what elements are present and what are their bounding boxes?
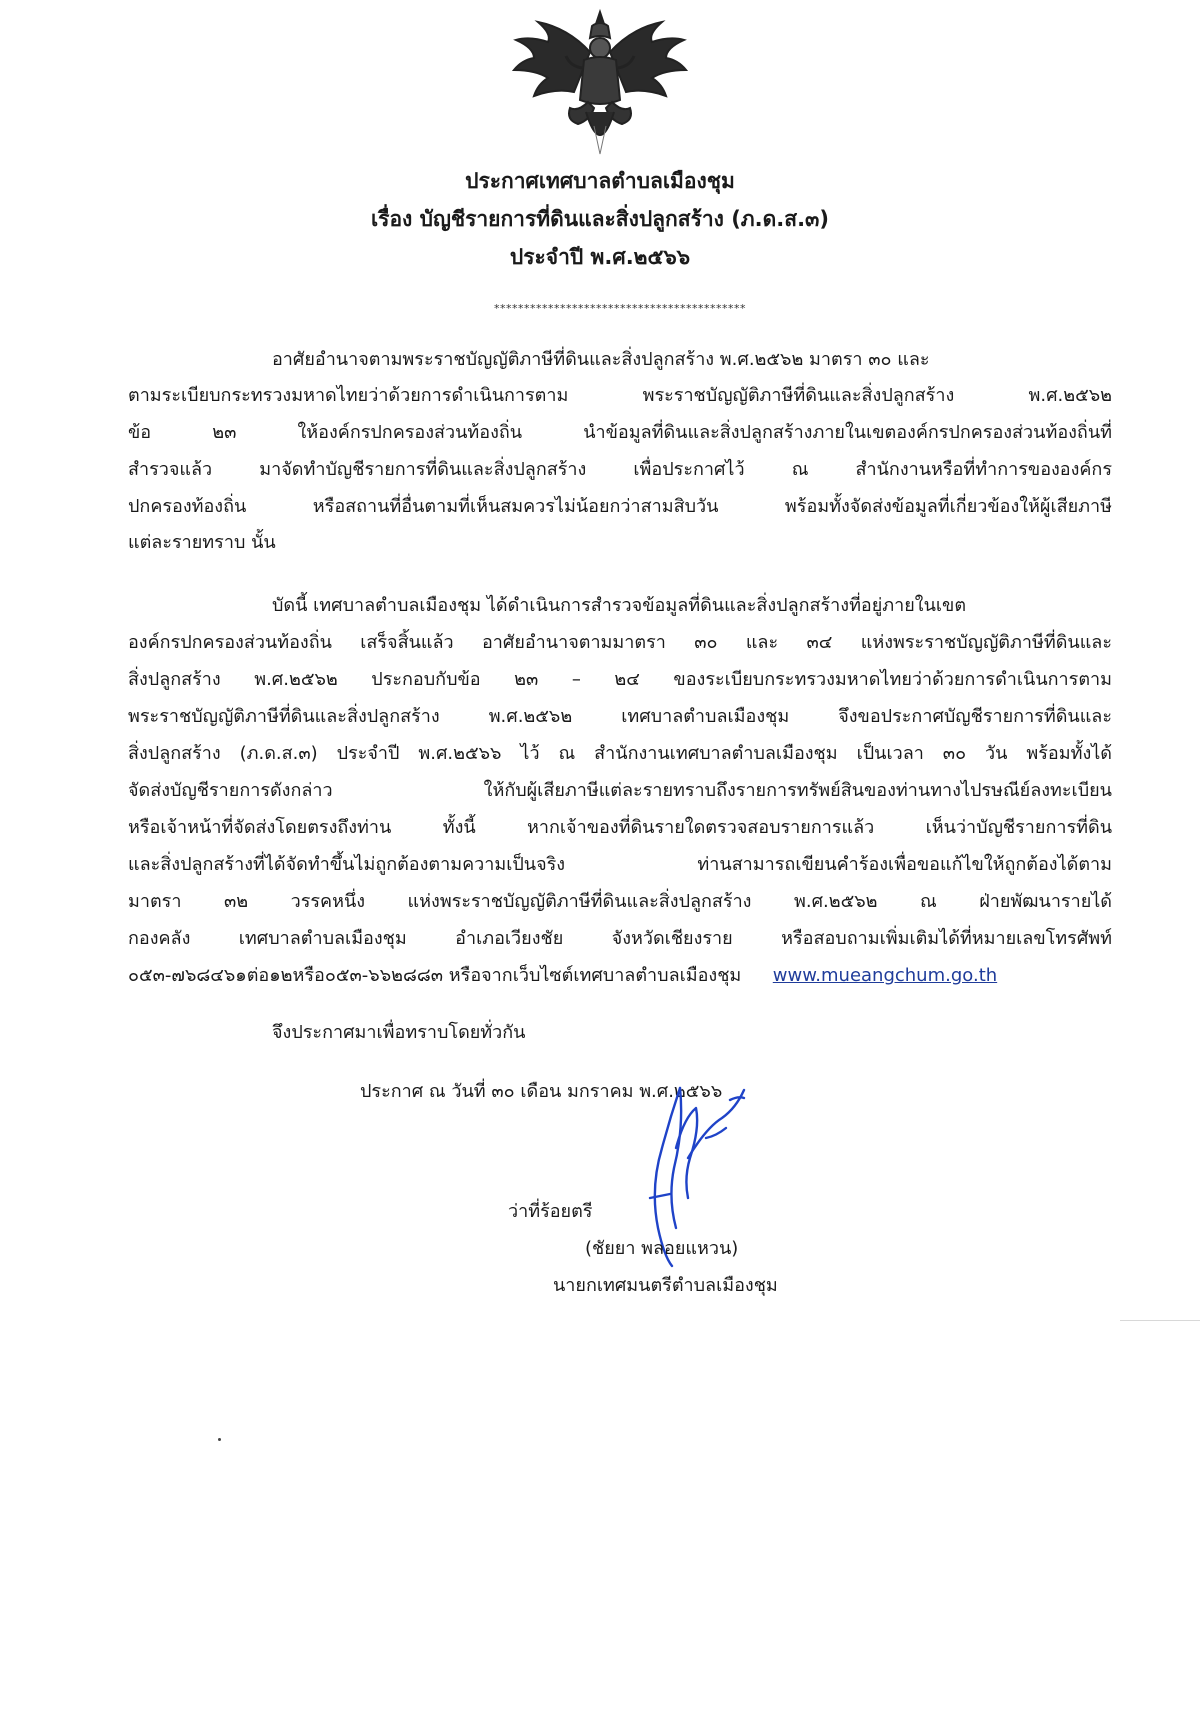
paragraph2-line4: พระราชบัญญัติภาษีที่ดินและสิ่งปลูกสร้าง พ.ศ.๒๕๖๒ เทศบาลตำบลเมืองชุม จึงขอประกาศบัญชีรายการที่ดินและ [128,706,1112,727]
scan-speck [218,1438,221,1441]
paragraph2-line11 [128,964,997,988]
paragraph1-line2: ตามระเบียบกระทรวงมหาดไทยว่าด้วยการดำเนินการตาม พระราชบัญญัติภาษีที่ดินและสิ่งปลูกสร้าง พ.ศ.๒๕๖๒ [128,385,1112,406]
paragraph2-line8: และสิ่งปลูกสร้างที่ได้จัดทำขึ้นไม่ถูกต้องตามความเป็นจริง ท่านสามารถเขียนคำร้องเพื่อขอแก้ไขให้ถูกต้องได้ตาม [128,854,1112,875]
closing-text: จึงประกาศมาเพื่อทราบโดยทั่วกัน [272,1022,526,1043]
paragraph2-line10: กองคลัง เทศบาลตำบลเมืองชุม อำเภอเวียงชัย จังหวัดเชียงราย หรือสอบถามเพิ่มเติมได้ที่หมายเลขโทรศัพท์ [128,928,1112,949]
paragraph2-line3: สิ่งปลูกสร้าง พ.ศ.๒๕๖๒ ประกอบกับข้อ ๒๓ – ๒๔ ของระเบียบกระทรวงมหาดไทยว่าด้วยการดำเนินการตาม [128,669,1112,690]
signer-position: นายกเทศมนตรีตำบลเมืองชุม [553,1275,778,1296]
announcement-year: ประจำปี พ.ศ.๒๕๖๖ [509,245,691,269]
header-separator: ****************************************** [494,302,746,315]
scan-artifact-line [1120,1320,1200,1321]
paragraph1-line1: อาศัยอำนาจตามพระราชบัญญัติภาษีที่ดินและสิ่งปลูกสร้าง พ.ศ.๒๕๖๒ มาตรา ๓๐ และ [272,349,930,370]
garuda-emblem-icon [508,8,692,158]
paragraph2-line6: จัดส่งบัญชีรายการดังกล่าว ให้กับผู้เสียภาษีแต่ละรายทราบถึงรายการทรัพย์สินของท่านทางไปรษณีย์ลงทะเบียน [128,780,1112,801]
announcement-subject: เรื่อง บัญชีรายการที่ดินและสิ่งปลูกสร้าง (ภ.ด.ส.๓) [370,207,829,231]
paragraph1-line6: แต่ละรายทราบ นั้น [128,532,276,553]
announcement-title: ประกาศเทศบาลตำบลเมืองชุม [465,169,735,193]
paragraph2-line1: บัดนี้ เทศบาลตำบลเมืองชุม ได้ดำเนินการสำรวจข้อมูลที่ดินและสิ่งปลูกสร้างที่อยู่ภายในเขต [272,595,967,616]
paragraph2-line5: สิ่งปลูกสร้าง (ภ.ด.ส.๓) ประจำปี พ.ศ.๒๕๖๖ ไว้ ณ สำนักงานเทศบาลตำบลเมืองชุม เป็นเวลา ๓๐ วัน พร้อมทั้งได้ [128,743,1112,764]
paragraph2-line7: หรือเจ้าหน้าที่จัดส่งโดยตรงถึงท่าน ทั้งนี้ หากเจ้าของที่ดินรายใดตรวจสอบรายการแล้ว เห็นว่าบัญชีรายการที่ดิน [128,817,1112,838]
contact-text: ๐๕๓-๗๖๘๔๖๑ต่อ๑๒หรือ๐๕๓-๖๖๒๘๘๓ หรือจากเว็บไซต์เทศบาลตำบลเมืองชุม [128,965,742,986]
signer-name: (ชัยยา พลอยแหวน) [585,1238,739,1259]
paragraph2-line9: มาตรา ๓๒ วรรคหนึ่ง แห่งพระราชบัญญัติภาษีที่ดินและสิ่งปลูกสร้าง พ.ศ.๒๕๖๒ ณ ฝ่ายพัฒนารายได้ [128,891,1112,912]
paragraph1-line5: ปกครองท้องถิ่น หรือสถานที่อื่นตามที่เห็นสมควรไม่น้อยกว่าสามสิบวัน พร้อมทั้งจัดส่งข้อมูลที่เกี่ยวข้องให้ผู้เสียภาษี [128,496,1112,517]
paragraph1-line3: ข้อ ๒๓ ให้องค์กรปกครองส่วนท้องถิ่น นำข้อมูลที่ดินและสิ่งปลูกสร้างภายในเขตองค์กรปกครองส่วนท้องถิ่นที่ [128,422,1112,443]
announcement-date: ประกาศ ณ วันที่ ๓๐ เดือน มกราคม พ.ศ.๒๕๖๖ [360,1081,723,1102]
signer-rank: ว่าที่ร้อยตรี [508,1201,593,1222]
paragraph2-line2: องค์กรปกครองส่วนท้องถิ่น เสร็จสิ้นแล้ว อาศัยอำนาจตามมาตรา ๓๐ และ ๓๔ แห่งพระราชบัญญัติภาษีที่ดินและ [128,632,1112,653]
paragraph1-line4: สำรวจแล้ว มาจัดทำบัญชีรายการที่ดินและสิ่งปลูกสร้าง เพื่อประกาศไว้ ณ สำนักงานหรือที่ทำการขององค์กร [128,459,1112,480]
website-link[interactable]: www.mueangchum.go.th [772,965,998,986]
